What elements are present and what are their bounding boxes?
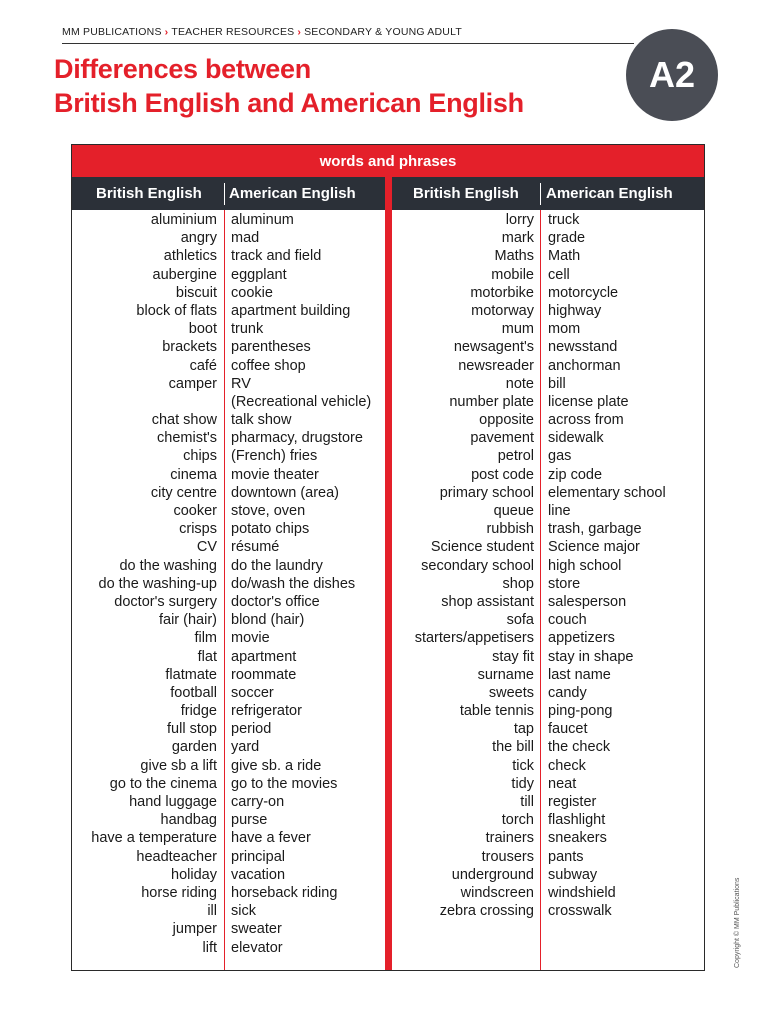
col-header-american-right: American English [546,185,673,202]
list-item: café [189,357,217,374]
title-line-1: Differences between [54,54,311,84]
list-item: (Recreational vehicle) [231,393,372,410]
list-item: football [170,684,217,701]
list-item: motorbike [470,284,534,301]
list-item: horseback riding [231,884,338,901]
breadcrumb-item-publisher[interactable]: MM PUBLICATIONS [62,26,162,38]
list-item: secondary school [421,557,534,574]
list-item: refrigerator [231,703,302,720]
breadcrumb-item-teacher-resources[interactable]: TEACHER RESOURCES [171,26,295,38]
list-item: period [231,721,272,738]
col-header-british-right: British English [413,185,519,202]
list-item: city centre [150,484,217,501]
list-item: till [520,794,534,810]
list-item: faucet [548,721,588,738]
list-item: underground [451,866,534,883]
list-item: starters/appetisers [414,630,534,647]
list-item: pavement [470,430,534,447]
list-item: shop [502,575,534,592]
title-line-2: British English and American English [54,88,524,118]
list-item: surname [477,666,534,683]
list-item: movie theater [231,466,319,483]
list-item: downtown (area) [231,484,339,501]
list-item: elementary school [548,484,666,501]
list-item: aluminium [150,212,217,228]
list-item: neat [548,775,577,792]
header-divider-right [540,183,541,205]
section-header: words and phrases [72,145,704,177]
list-item: do the laundry [231,557,323,574]
list-item: flat [197,648,217,665]
list-item: number plate [449,393,534,410]
list-item: principal [231,848,285,865]
list-item: eggplant [231,266,287,283]
list-item: across from [548,412,624,429]
list-item: parentheses [231,339,311,356]
list-item: flatmate [165,666,217,683]
list-item: doctor's surgery [114,593,217,610]
list-item: yard [231,739,260,756]
column-divider-right [540,210,541,971]
list-item: bill [548,375,566,392]
list-item: athletics [163,248,217,265]
list-item: full stop [167,721,217,738]
list-item: grade [548,230,586,247]
list-item: last name [548,666,611,683]
list-item: sofa [506,612,534,629]
list-item: chemist's [157,430,217,447]
list-item: doctor's office [231,593,320,610]
list-item: newsstand [548,339,618,356]
list-item: appetizers [548,630,615,647]
list-item: lorry [505,212,534,228]
list-item: the check [548,739,611,756]
list-item: trash, garbage [548,521,642,538]
list-item: cooker [173,503,217,519]
list-item: ping-pong [548,703,613,720]
list-item: license plate [548,393,629,410]
list-item: windshield [548,884,616,901]
list-item: horse riding [141,884,217,901]
list-item: pharmacy, drugstore [231,430,363,447]
list-item: (French) fries [231,448,318,465]
list-item: couch [548,612,587,629]
list-item: go to the cinema [109,775,217,792]
list-item: boot [188,321,217,338]
column-divider-left [224,210,225,971]
list-item: primary school [439,484,534,501]
list-item: Science major [548,539,640,556]
list-item: movie [231,630,270,647]
list-item: garden [171,739,217,756]
list-item: hand luggage [129,794,217,810]
list-item: track and field [231,248,322,265]
list-item: crisps [179,521,217,538]
list-item: aluminum [231,212,294,228]
list-item: salesperson [548,593,627,610]
list-item: angry [180,230,217,247]
list-item: motorway [471,302,534,319]
chevron-right-icon: › [164,26,169,38]
list-item: sneakers [548,830,607,847]
list-item: sweets [488,684,534,701]
breadcrumb [62,26,462,38]
list-item: mark [501,230,534,247]
list-item: go to the movies [231,775,338,792]
list-item: newsreader [458,357,534,374]
list-item: roommate [231,666,297,683]
list-item: apartment [231,648,297,665]
list-item: line [548,503,571,519]
list-item: handbag [160,812,217,829]
list-item: flashlight [548,812,606,829]
list-item: headteacher [136,848,217,865]
list-item: mum [501,321,534,338]
header-divider-left [224,183,225,205]
list-item: store [548,575,581,592]
list-item: stay fit [492,648,534,665]
list-item: holiday [171,866,217,883]
list-item: stove, oven [231,503,306,519]
list-item: check [548,757,586,774]
list-item: CV [196,539,217,556]
list-item: queue [493,503,534,519]
level-badge: A2 [626,29,718,121]
list-item: film [194,630,217,647]
list-item: Math [548,248,581,265]
list-item: sweater [231,921,282,938]
list-item: candy [548,684,587,701]
list-item: cookie [231,284,273,301]
list-item: chat show [151,412,217,429]
list-item: résumé [231,539,280,556]
list-item: RV [231,375,251,392]
list-item: purse [231,812,268,829]
list-item: vacation [231,866,286,883]
list-item: Science student [430,539,534,556]
list-item: have a fever [231,830,311,847]
list-item: tap [513,721,534,738]
list-item: do the washing [119,557,217,574]
chevron-right-icon: › [297,26,302,38]
list-item: chips [183,448,217,465]
list-item: give sb a lift [140,757,217,774]
col-header-british-left: British English [96,185,202,202]
list-item: apartment building [231,302,351,319]
page-title [54,52,524,120]
list-item: elevator [231,939,283,956]
list-item: soccer [231,684,274,701]
list-item: aubergine [152,266,217,283]
list-item: block of flats [136,302,217,319]
left-american-list [231,211,381,957]
list-item: brackets [162,339,217,356]
list-item: give sb. a ride [231,757,322,774]
list-item: do/wash the dishes [231,575,356,592]
list-item: trainers [485,830,534,847]
list-item: have a temperature [91,830,217,847]
right-british-list [392,211,534,920]
list-item: motorcycle [548,284,619,301]
list-item: newsagent's [453,339,534,356]
list-item: shop assistant [441,593,534,610]
list-item: truck [548,212,580,228]
list-item: windscreen [460,884,534,901]
list-item: gas [548,448,572,465]
list-item: stay in shape [548,648,634,665]
list-item: subway [548,866,598,883]
list-item: highway [548,302,602,319]
list-item: note [505,375,534,392]
copyright-notice: Copyright © MM Publications [734,877,741,968]
list-item: crosswalk [548,903,612,920]
list-item: zip code [548,466,603,483]
list-item: cinema [170,466,217,483]
list-item: opposite [479,412,534,429]
col-header-american-left: American English [229,185,356,202]
list-item: sick [231,903,256,920]
list-item: torch [501,812,534,829]
list-item: blond (hair) [231,612,305,629]
list-item: petrol [497,448,534,465]
list-item: do the washing-up [98,575,217,592]
list-item: register [548,794,597,810]
list-item [72,393,217,411]
list-item: tick [512,757,534,774]
list-item: mad [231,230,260,247]
vocabulary-table [71,144,705,971]
list-item: ill [207,903,217,920]
list-item: potato chips [231,521,310,538]
list-item: the bill [492,739,534,756]
list-item: fair (hair) [158,612,217,629]
left-british-list [72,211,217,957]
list-item: trousers [481,848,534,865]
list-item: high school [548,557,622,574]
list-item: lift [202,939,217,956]
list-item: cell [548,266,570,283]
list-item: mom [548,321,581,338]
list-item: zebra crossing [439,903,534,920]
list-item: tidy [511,775,534,792]
list-item: trunk [231,321,264,338]
list-item: carry-on [231,794,285,810]
list-item: jumper [172,921,217,938]
list-item: pants [548,848,584,865]
list-item: fridge [180,703,217,720]
breadcrumb-item-secondary[interactable]: SECONDARY & YOUNG ADULT [304,26,462,38]
list-item: rubbish [486,521,534,538]
list-item: Maths [494,248,534,265]
list-item: coffee shop [231,357,306,374]
list-item: talk show [231,412,292,429]
header-divider [62,43,634,44]
list-item: table tennis [459,703,534,720]
list-item: camper [168,375,217,392]
list-item: biscuit [175,284,217,301]
center-divider [385,177,392,971]
list-item: sidewalk [548,430,604,447]
list-item: post code [471,466,534,483]
right-american-list [548,211,704,920]
list-item: anchorman [548,357,621,374]
list-item: mobile [491,266,534,283]
